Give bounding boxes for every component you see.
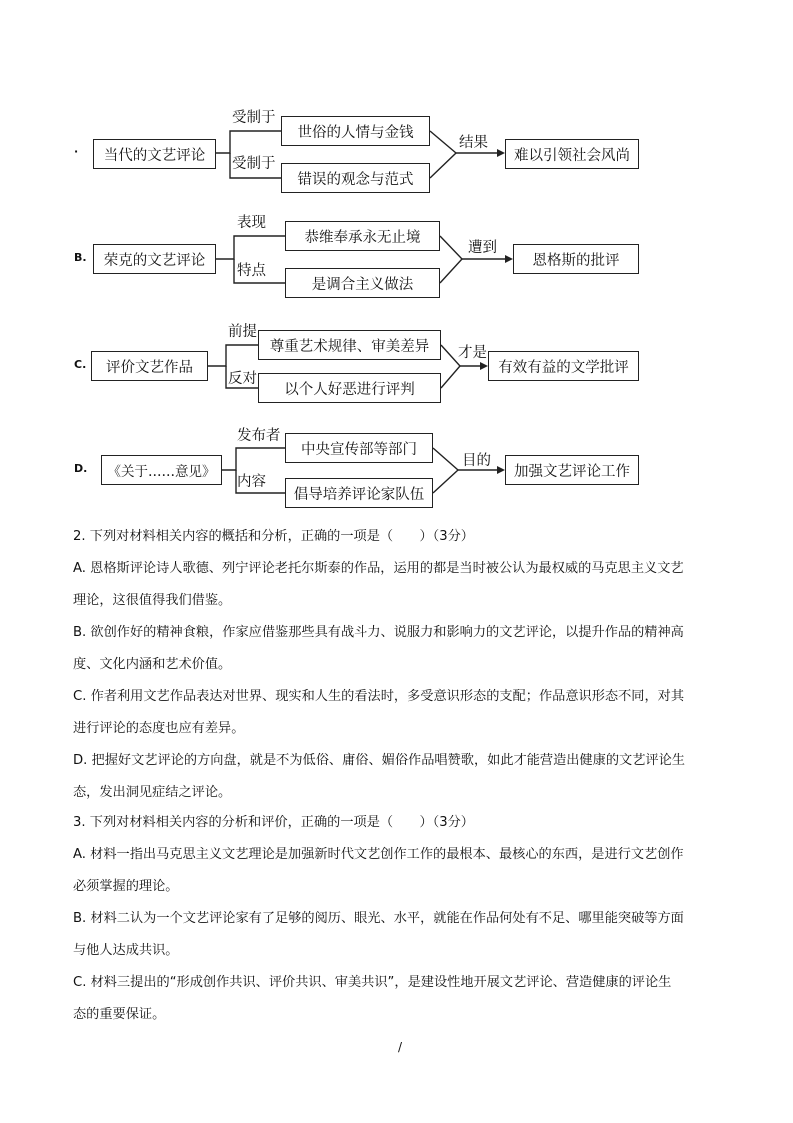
- option-b-line1: B. 欲创作好的精神食粮，作家应借鉴那些具有战斗力、说服力和影响力的文艺评论，以提升作品的精神高: [73, 625, 684, 640]
- upper-label: 发布者: [237, 428, 281, 444]
- option-d-line1: D. 把握好文艺评论的方向盘，就是不为低俗、庸俗、媚俗作品唱赞歌，如此才能营造出健康的文艺评论生: [73, 753, 685, 768]
- option-b-line2: 与他人达成共识。: [73, 943, 179, 958]
- option-b-line2: 度、文化内涵和艺术价值。: [73, 657, 232, 672]
- option-c-line2: 态的重要保证。: [73, 1007, 166, 1022]
- source-box: 当代的文艺评论: [93, 139, 216, 169]
- upper-box: 恭维奉承永无止境: [285, 221, 440, 251]
- lower-label: 特点: [237, 263, 266, 279]
- upper-box: 尊重艺术规律、审美差异: [258, 330, 441, 360]
- page-number: /: [398, 1040, 403, 1054]
- lower-label: 内容: [237, 474, 266, 490]
- option-letter: B.: [74, 251, 87, 264]
- result-box: 恩格斯的批评: [513, 244, 639, 274]
- question-2: [73, 521, 723, 809]
- option-a-line1: A. 材料一指出马克思主义文艺理论是加强新时代文艺创作工作的最根本、最核心的东西，是进行文艺创作: [73, 847, 684, 862]
- upper-label: 受制于: [232, 110, 276, 126]
- option-letter: ·: [74, 145, 79, 158]
- arrow-label: 目的: [462, 453, 491, 469]
- source-box: 《关于……意见》: [101, 455, 222, 485]
- result-box: 有效有益的文学批评: [488, 351, 639, 381]
- result-box: 难以引领社会风尚: [505, 139, 639, 169]
- option-c-line1: C. 作者利用文艺作品表达对世界、现实和人生的看法时，多受意识形态的支配；作品意识形态不同，对其: [73, 689, 685, 704]
- option-letter: D.: [74, 462, 88, 475]
- option-a-line1: A. 恩格斯评论诗人歌德、列宁评论老托尔斯泰的作品，运用的都是当时被公认为最权威的马克思主义文艺: [73, 561, 684, 576]
- upper-box: 世俗的人情与金钱: [281, 116, 430, 146]
- option-d-line2: 态，发出洞见症结之评论。: [73, 785, 232, 800]
- lower-box: 倡导培养评论家队伍: [285, 478, 433, 508]
- option-a-line2: 理论，这很值得我们借鉴。: [73, 593, 232, 608]
- option-b-line1: B. 材料二认为一个文艺评论家有了足够的阅历、眼光、水平，就能在作品何处有不足、哪里能突破等方面: [73, 911, 684, 926]
- lower-label: 受制于: [232, 156, 276, 172]
- source-box: 评价文艺作品: [91, 351, 208, 381]
- source-box: 荣克的文艺评论: [93, 244, 216, 274]
- question-stem: 2. 下列对材料相关内容的概括和分析，正确的一项是（ ）（3分）: [73, 529, 474, 544]
- arrow-label: 遭到: [468, 240, 497, 256]
- result-box: 加强文艺评论工作: [505, 455, 639, 485]
- arrow-label: 结果: [459, 135, 488, 151]
- option-c-line1: C. 材料三提出的“形成创作共识、评价共识、审美共识”，是建设性地开展文艺评论、营造健康的评论生: [73, 975, 672, 990]
- question-stem: 3. 下列对材料相关内容的分析和评价，正确的一项是（ ）（3分）: [73, 815, 474, 830]
- upper-label: 前提: [228, 324, 257, 340]
- option-a-line2: 必须掌握的理论。: [73, 879, 179, 894]
- arrow-label: 才是: [458, 345, 487, 361]
- option-letter: C.: [74, 358, 87, 371]
- lower-box: 错误的观念与范式: [281, 163, 430, 193]
- option-c-line2: 进行评论的态度也应有差异。: [73, 721, 245, 736]
- upper-box: 中央宣传部等部门: [285, 433, 433, 463]
- lower-box: 是调合主义做法: [285, 268, 440, 298]
- lower-box: 以个人好恶进行评判: [258, 373, 441, 403]
- lower-label: 反对: [228, 371, 257, 387]
- question-3: [73, 807, 723, 1031]
- upper-label: 表现: [237, 215, 266, 231]
